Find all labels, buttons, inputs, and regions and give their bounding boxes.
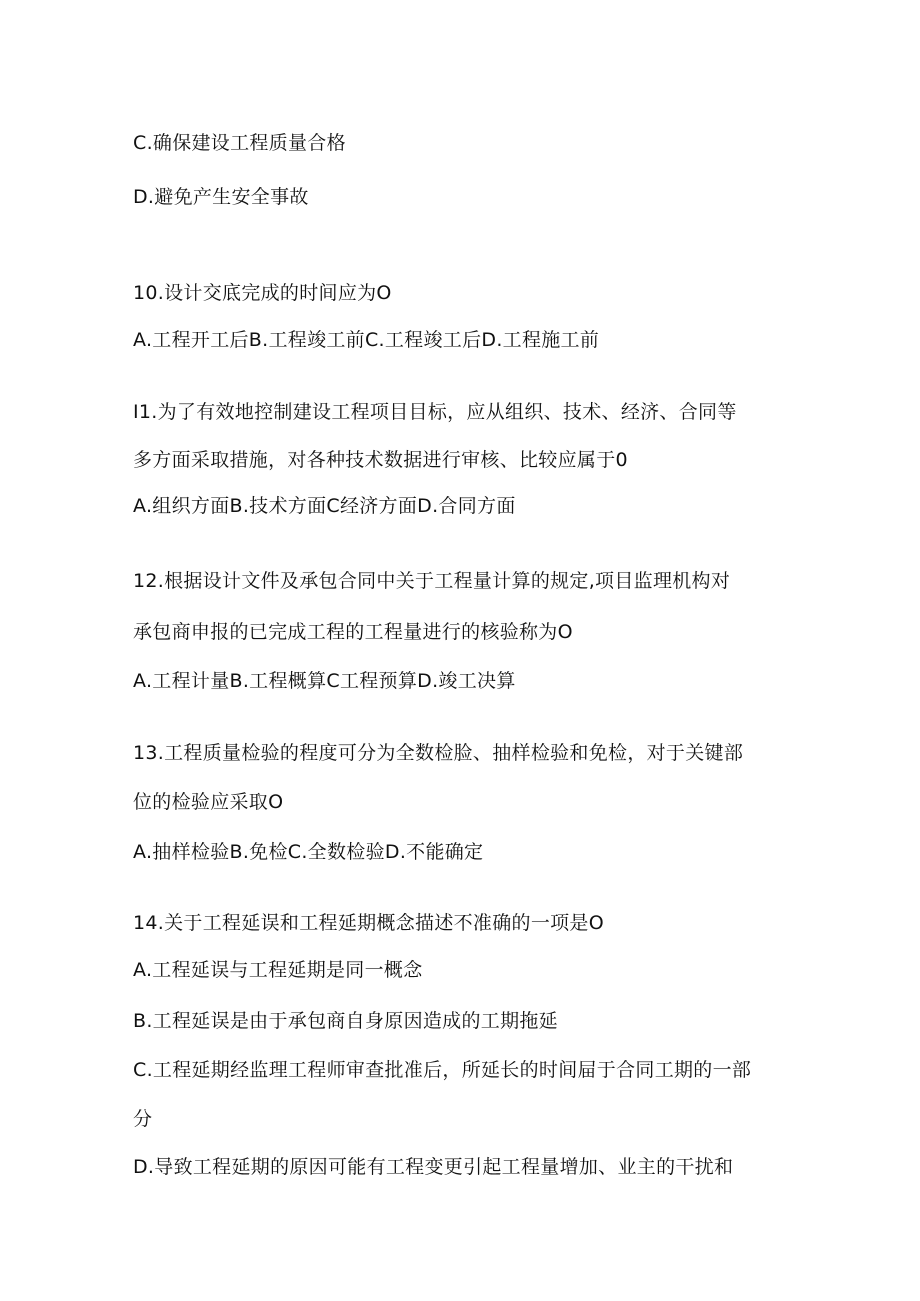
- question-12-options: A.工程计量B.工程概算C工程预算D.竣工决算: [133, 670, 516, 692]
- question-14-option-a: A.工程延误与工程延期是同一概念: [133, 959, 423, 981]
- question-13-options: A.抽样检验B.免检C.全数检验D.不能确定: [133, 841, 484, 863]
- question-10-options: A.工程开工后B.工程竣工前C.工程竣工后D.工程施工前: [133, 329, 600, 351]
- question-14-text: 14.关于工程延误和工程延期概念描述不准确的一项是O: [133, 912, 604, 934]
- question-14-option-c-line-2: 分: [133, 1108, 153, 1130]
- question-12-text-line-1: 12.根据设计文件及承包合同中关于工程量计算的规定,项目监理机构对: [133, 570, 731, 592]
- option-d-line: D.避免产生安全事故: [133, 186, 309, 208]
- question-13-text-line-2: 位的检验应采取O: [133, 791, 284, 813]
- question-14-option-c-line-1: C.工程延期经监理工程师审查批准后，所延长的时间屇于合同工期的一部: [133, 1059, 752, 1081]
- question-10-text: 10.设计交底完成的时间应为O: [133, 282, 392, 304]
- question-14-option-b: B.工程延误是由于承包商自身原因造成的工期拖延: [133, 1010, 558, 1032]
- question-11-options: A.组织方面B.技术方面C经济方面D.合同方面: [133, 495, 516, 517]
- option-c-line: C.确保建设工程质量合格: [133, 132, 346, 154]
- question-11-text-line-2: 多方面采取措施，对各种技术数据进行审核、比较应属于0: [133, 449, 628, 471]
- question-14-option-d: D.导致工程延期的原因可能有工程变更引起工程量增加、业主的干扰和: [133, 1156, 734, 1178]
- question-13-text-line-1: 13.工程质量检验的程度可分为全数检脸、抽样检验和免检，对于关键部: [133, 742, 744, 764]
- question-12-text-line-2: 承包商申报的已完成工程的工程量进行的核验称为O: [133, 621, 573, 643]
- question-11-text-line-1: I1.为了有效地控制建设工程项目目标，应从组织、技术、经济、合同等: [133, 401, 737, 423]
